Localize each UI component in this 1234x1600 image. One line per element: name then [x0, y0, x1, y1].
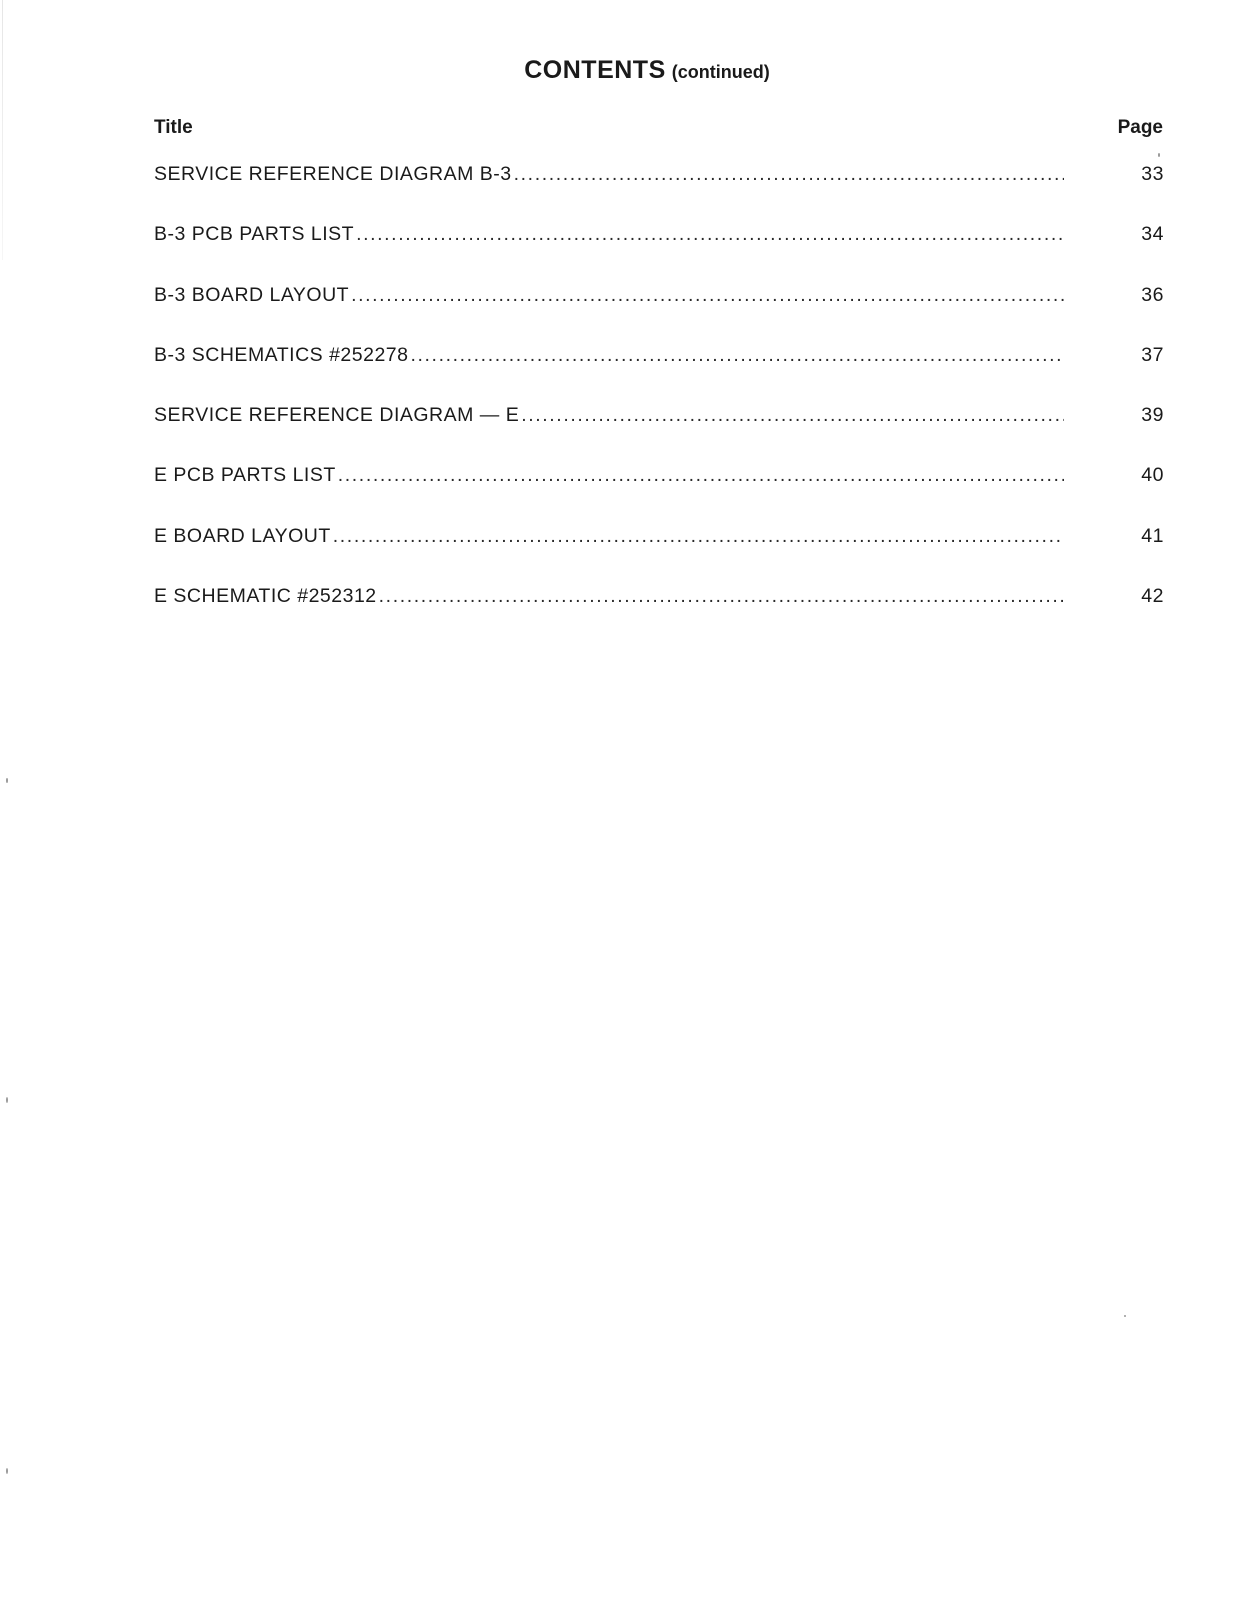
page-subtitle: (continued): [671, 62, 770, 82]
toc-entry-leader: [154, 162, 1064, 186]
scan-speck: [1158, 153, 1160, 157]
toc-entry-page: 37: [1141, 343, 1164, 366]
scan-edge-artifact: [2, 0, 3, 260]
page-heading: [0, 56, 1234, 85]
toc-entry-leader: [154, 222, 1064, 246]
toc-entry-title: E PCB PARTS LIST: [154, 464, 336, 487]
toc-entry-title: SERVICE REFERENCE DIAGRAM — E: [154, 404, 520, 427]
toc-row: [154, 403, 1164, 463]
scan-speck: [6, 1097, 8, 1103]
toc-entry-title: E SCHEMATIC #252312: [154, 585, 377, 608]
scan-speck: [6, 778, 8, 783]
scan-speck: [1124, 1315, 1126, 1317]
toc-row: [154, 584, 1164, 644]
toc-entry-title: SERVICE REFERENCE DIAGRAM B-3: [154, 163, 512, 185]
toc-entry-page: 39: [1141, 404, 1164, 427]
toc-row: [154, 283, 1164, 343]
column-header-page: Page: [1117, 117, 1163, 138]
toc-row: [154, 162, 1164, 222]
toc-entry-page: 33: [1141, 163, 1164, 185]
toc-row: [154, 343, 1164, 403]
toc-row: [154, 222, 1164, 282]
table-of-contents: [154, 162, 1164, 644]
column-header-title: Title: [154, 117, 193, 138]
toc-entry-leader: [154, 403, 1064, 427]
toc-entry-leader: [154, 584, 1064, 608]
toc-entry-title: B-3 PCB PARTS LIST: [154, 223, 355, 246]
toc-row: [154, 524, 1164, 584]
scan-speck: [6, 1468, 8, 1474]
toc-row: [154, 463, 1164, 523]
toc-entry-leader: [154, 343, 1064, 367]
page-title: CONTENTS: [524, 56, 666, 84]
toc-entry-title: B-3 SCHEMATICS #252278: [154, 343, 409, 366]
toc-entry-page: 42: [1141, 585, 1164, 608]
toc-entry-title: B-3 BOARD LAYOUT: [154, 283, 350, 306]
toc-entry-page: 41: [1141, 524, 1164, 547]
toc-entry-title: E BOARD LAYOUT: [154, 524, 331, 547]
toc-entry-leader: [154, 463, 1064, 487]
toc-entry-page: 40: [1141, 464, 1164, 487]
toc-entry-leader: [154, 283, 1064, 307]
toc-entry-leader: [154, 524, 1064, 548]
toc-entry-page: 34: [1141, 223, 1164, 246]
toc-entry-page: 36: [1141, 283, 1164, 306]
